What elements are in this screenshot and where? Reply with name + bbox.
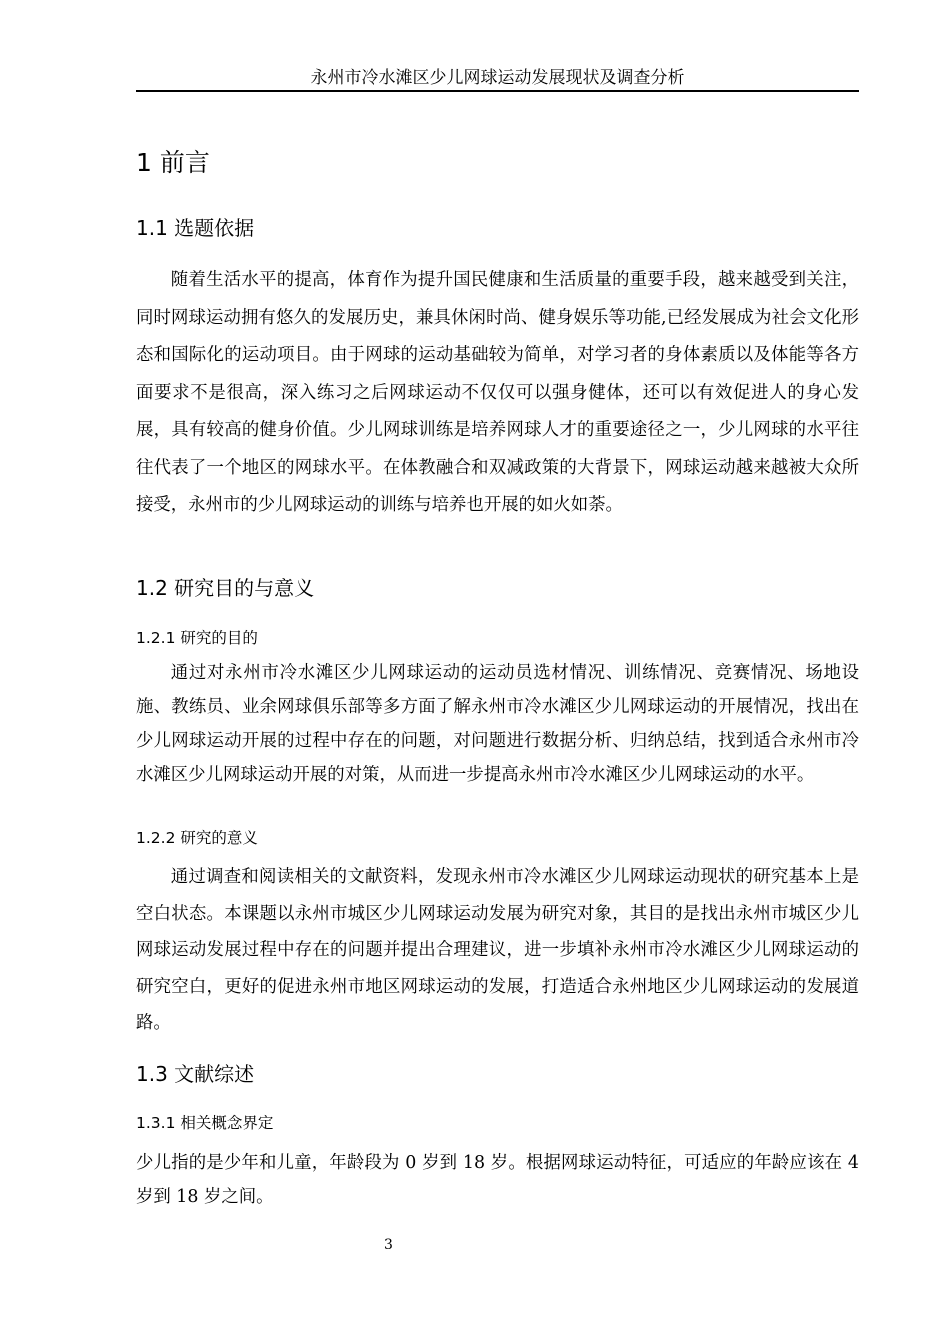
section-heading-1-3: 1.3 文献综述 xyxy=(136,1062,255,1086)
header-rule xyxy=(136,90,859,92)
paragraph-1-3-1: 少儿指的是少年和儿童，年龄段为 0 岁到 18 岁。根据网球运动特征，可适应的年龄应该在 4 岁到 18 岁之间。 xyxy=(136,1153,859,1207)
running-header: 永州市冷水滩区少儿网球运动发展现状及调查分析 xyxy=(310,68,685,88)
section-heading-1-1: 1.1 选题依据 xyxy=(136,216,255,240)
section-heading-1-2: 1.2 研究目的与意义 xyxy=(136,576,315,600)
paragraph-1-1: 随着生活水平的提高，体育作为提升国民健康和生活质量的重要手段，越来越受到关注，同时网球运动拥有悠久的发展历史，兼具休闲时尚、健身娱乐等功能,已经发展成为社会文化形态和国际化的运动项目。由于网球的运动基础较为简单，对学习者的身体素质以及体能等各方面要求不是很高，深入练习之后网球运动不仅仅可以强身健体，还可以有效促进人的身心发展，具有较高的健身价值。少儿网球训练是培养网球人才的重要途径之一，少儿网球的水平往往代表了一个地区的网球水平。在体教融合和双减政策的大背景下，网球运动越来越被大众所接受，永州市的少儿网球运动的训练与培养也开展的如火如荼。 xyxy=(136,270,859,515)
page-number: 3 xyxy=(384,1237,393,1253)
section-heading-1: 1 前言 xyxy=(136,148,210,177)
subsection-heading-1-2-2: 1.2.2 研究的意义 xyxy=(136,829,258,847)
paragraph-1-2-2: 通过调查和阅读相关的文献资料，发现永州市冷水滩区少儿网球运动现状的研究基本上是空白状态。本课题以永州市城区少儿网球运动发展为研究对象，其目的是找出永州市城区少儿网球运动发展过程中存在的问题并提出合理建议，进一步填补永州市冷水滩区少儿网球运动的研究空白，更好的促进永州市地区网球运动的发展，打造适合永州地区少儿网球运动的发展道路。 xyxy=(136,867,859,1033)
subsection-heading-1-3-1: 1.3.1 相关概念界定 xyxy=(136,1114,274,1132)
paragraph-1-2-1: 通过对永州市冷水滩区少儿网球运动的运动员选材情况、训练情况、竞赛情况、场地设施、教练员、业余网球俱乐部等多方面了解永州市冷水滩区少儿网球运动的开展情况，找出在少儿网球运动开展的过程中存在的问题，对问题进行数据分析、归纳总结，找到适合永州市冷水滩区少儿网球运动开展的对策，从而进一步提高永州市冷水滩区少儿网球运动的水平。 xyxy=(136,663,859,785)
subsection-heading-1-2-1: 1.2.1 研究的目的 xyxy=(136,629,258,647)
